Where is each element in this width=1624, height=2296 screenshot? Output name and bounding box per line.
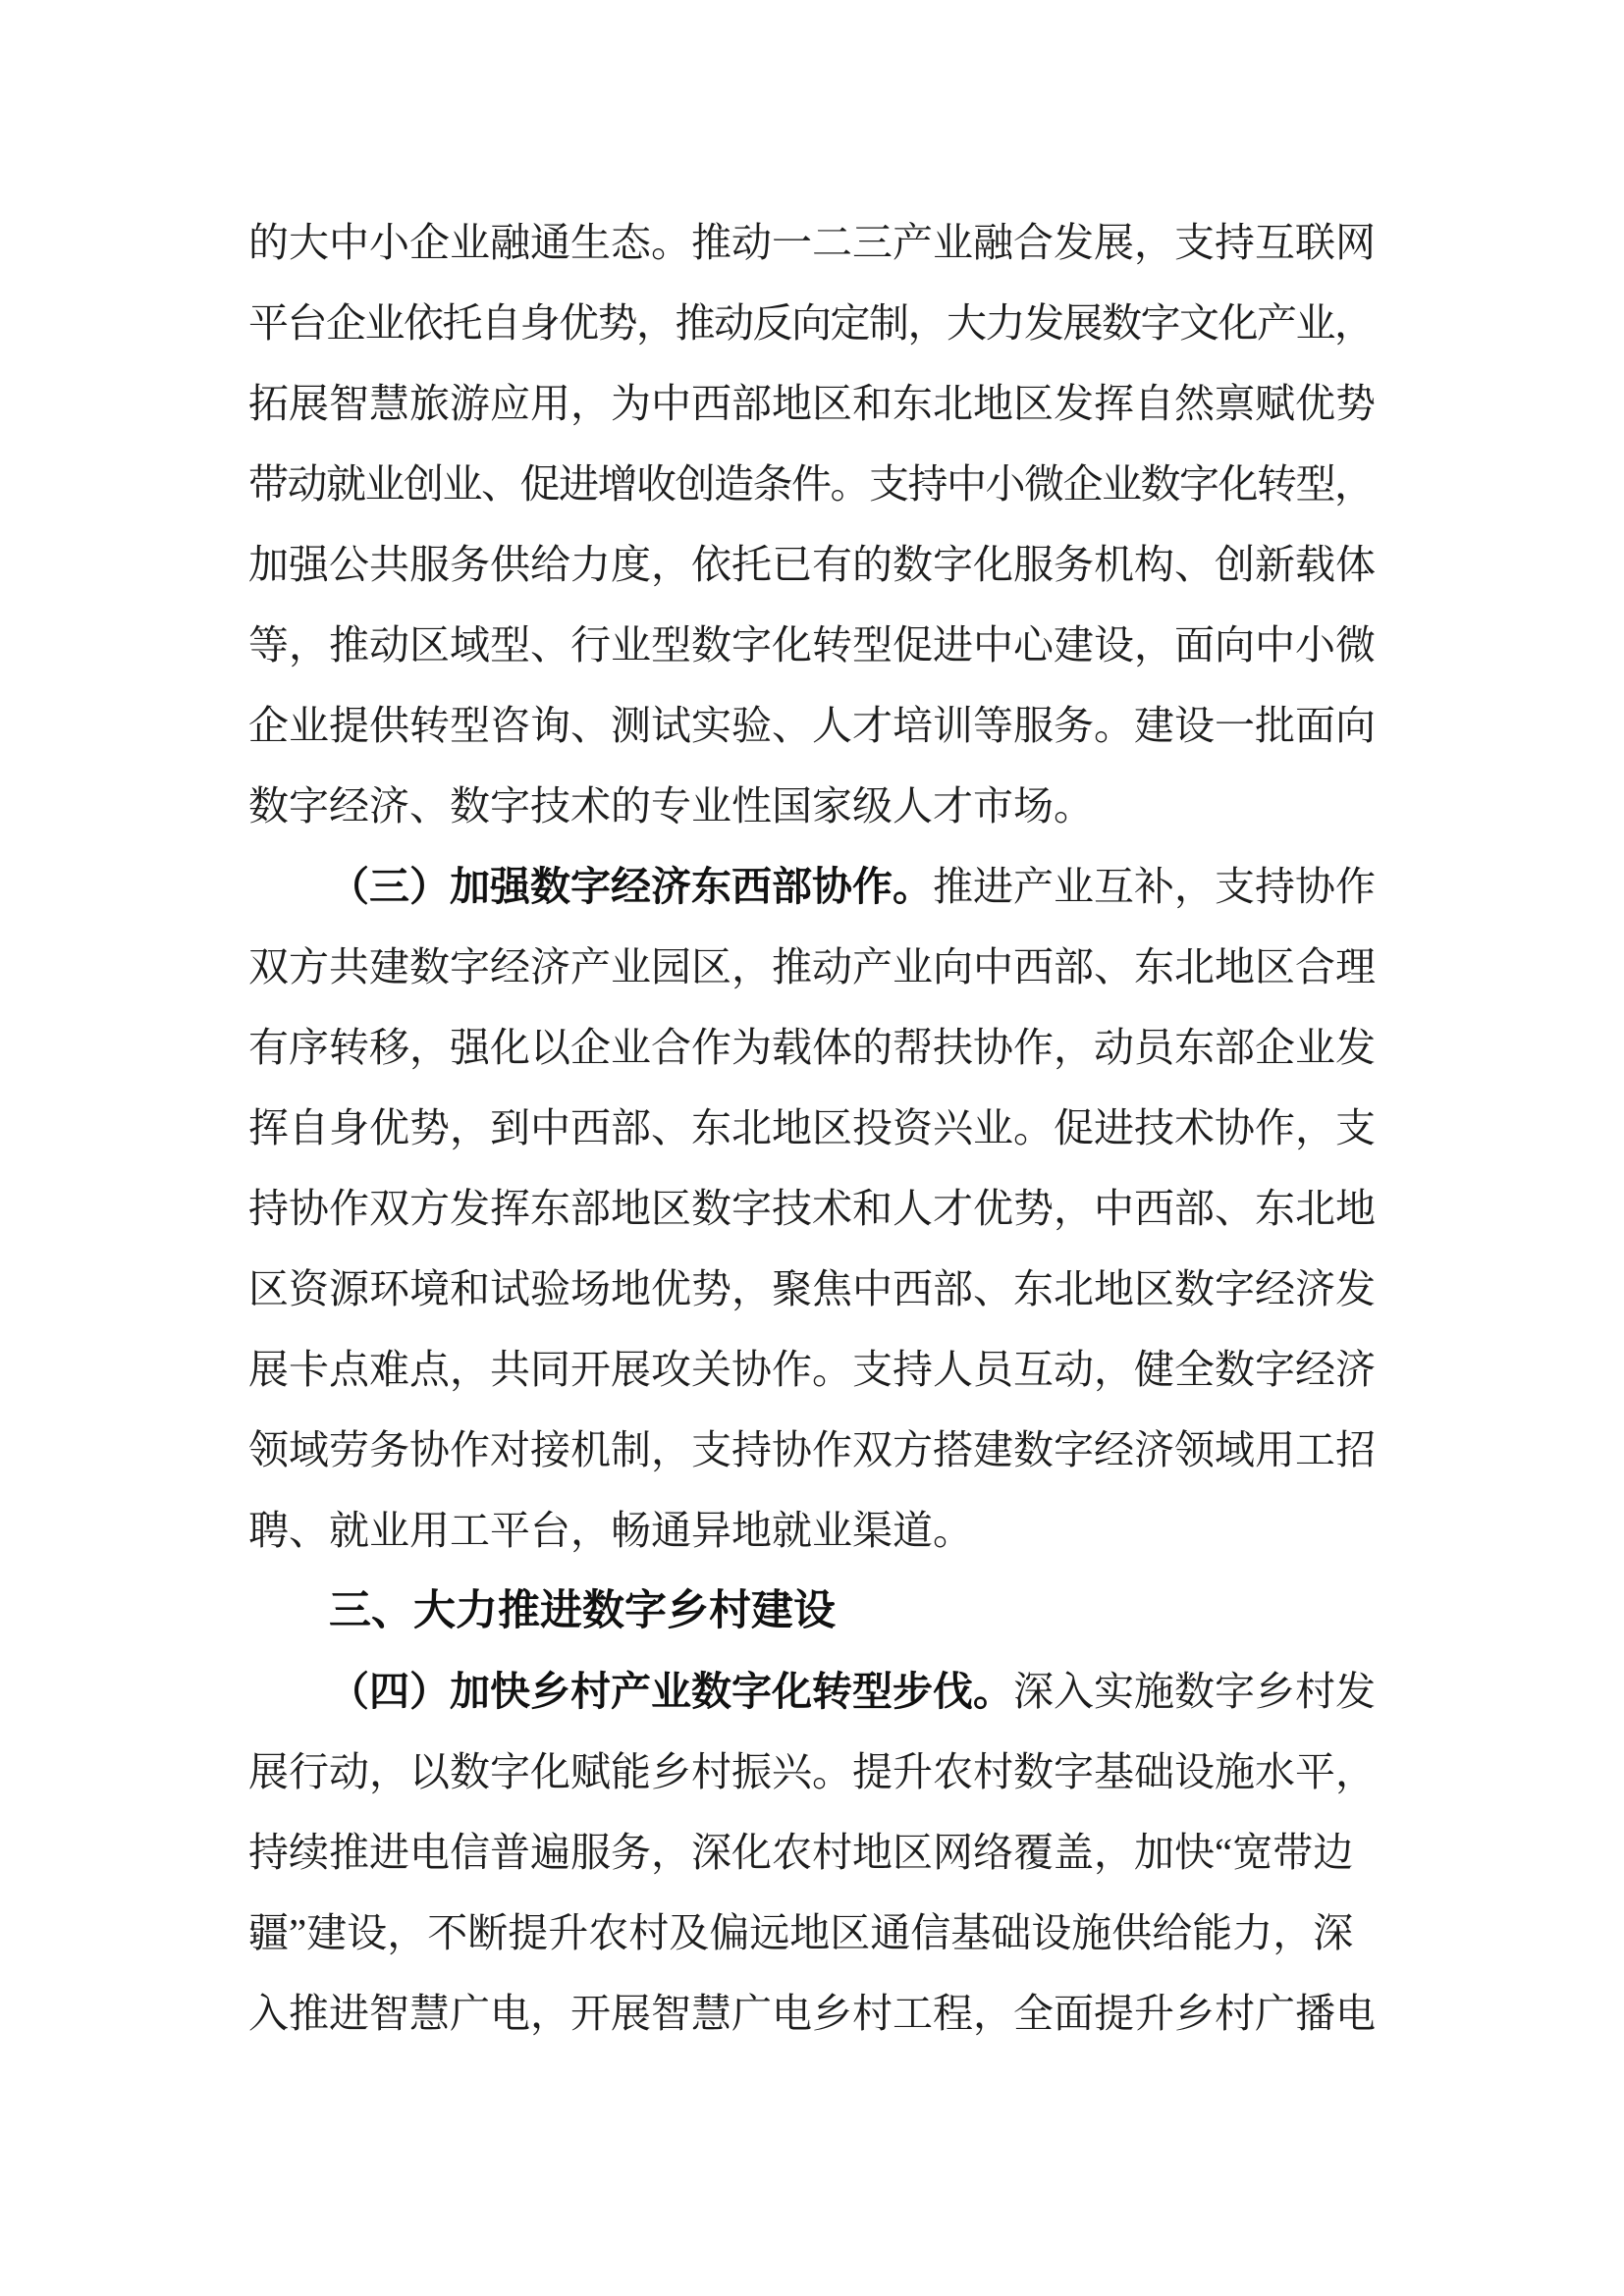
text-segment: 领域劳务协作对接机制，支持协作双方搭建数字经济领域用工招 bbox=[248, 1427, 1376, 1472]
text-segment: 有序转移，强化以企业合作为载体的帮扶协作，动员东部企业发 bbox=[248, 1025, 1376, 1070]
text-segment: 持续推进电信普遍服务，深化农村地区网络覆盖，加快“宽带边 bbox=[248, 1830, 1354, 1875]
text-segment: 平台企业依托自身优势，推动反向定制，大力发展数字文化产业， bbox=[248, 300, 1374, 346]
text-segment: 的大中小企业融通生态。推动一二三产业融合发展，支持互联网 bbox=[248, 220, 1376, 265]
text-segment: 双方共建数字经济产业园区，推动产业向中西部、东北地区合理 bbox=[248, 944, 1376, 989]
text-segment: 展卡点难点，共同开展攻关协作。支持人员互动，健全数字经济 bbox=[248, 1347, 1376, 1392]
text-line bbox=[248, 1732, 1376, 1812]
text-segment: 入推进智慧广电，开展智慧广电乡村工程，全面提升乡村广播电 bbox=[248, 1991, 1376, 2036]
text-line bbox=[248, 766, 1376, 846]
text-line bbox=[248, 1249, 1376, 1329]
section-heading bbox=[248, 1571, 1376, 1651]
text-line bbox=[248, 1973, 1376, 2054]
text-segment: 持协作双方发挥东部地区数字技术和人才优势，中西部、东北地 bbox=[248, 1186, 1376, 1231]
text-segment-bold: 三、大力推进数字乡村建设 bbox=[329, 1587, 836, 1634]
text-line bbox=[248, 1329, 1376, 1410]
text-line bbox=[248, 1651, 1376, 1732]
text-segment: 推进产业互补，支持协作 bbox=[933, 864, 1376, 909]
text-line bbox=[248, 1007, 1376, 1088]
text-segment: 展行动，以数字化赋能乡村振兴。提升农村数字基础设施水平， bbox=[248, 1749, 1376, 1794]
text-segment-bold: （三）加强数字经济东西部协作。 bbox=[329, 864, 933, 909]
text-segment: 拓展智慧旅游应用，为中西部地区和东北地区发挥自然禀赋优势 bbox=[248, 381, 1376, 426]
text-line bbox=[248, 524, 1376, 605]
text-segment: 挥自身优势，到中西部、东北地区投资兴业。促进技术协作，支 bbox=[248, 1105, 1376, 1150]
text-line bbox=[248, 1812, 1376, 1893]
text-segment: 等，推动区域型、行业型数字化转型促进中心建设，面向中小微 bbox=[248, 622, 1376, 667]
text-line bbox=[248, 605, 1376, 685]
text-line bbox=[248, 927, 1376, 1007]
text-line bbox=[248, 1410, 1376, 1490]
text-segment: 深入实施数字乡村发 bbox=[1013, 1669, 1376, 1714]
text-line bbox=[248, 444, 1376, 524]
text-line bbox=[248, 1893, 1376, 1973]
text-line bbox=[248, 283, 1376, 363]
text-segment: 区资源环境和试验场地优势，聚焦中西部、东北地区数字经济发 bbox=[248, 1266, 1376, 1311]
text-segment: 企业提供转型咨询、测试实验、人才培训等服务。建设一批面向 bbox=[248, 703, 1376, 748]
text-line bbox=[248, 1088, 1376, 1168]
text-line bbox=[248, 363, 1376, 444]
text-segment: 聘、就业用工平台，畅通异地就业渠道。 bbox=[248, 1508, 973, 1553]
text-segment: 加强公共服务供给力度，依托已有的数字化服务机构、创新载体 bbox=[248, 542, 1376, 587]
text-line bbox=[248, 1168, 1376, 1249]
text-block bbox=[248, 202, 1376, 2054]
text-segment: 数字经济、数字技术的专业性国家级人才市场。 bbox=[248, 783, 1094, 828]
text-line bbox=[248, 846, 1376, 927]
text-segment: 带动就业创业、促进增收创造条件。支持中小微企业数字化转型， bbox=[248, 461, 1374, 507]
text-segment: 疆”建设，不断提升农村及偏远地区通信基础设施供给能力，深 bbox=[248, 1910, 1354, 1955]
text-line bbox=[248, 1490, 1376, 1571]
text-line bbox=[248, 202, 1376, 283]
text-line bbox=[248, 685, 1376, 766]
text-segment-bold: （四）加快乡村产业数字化转型步伐。 bbox=[329, 1669, 1013, 1714]
